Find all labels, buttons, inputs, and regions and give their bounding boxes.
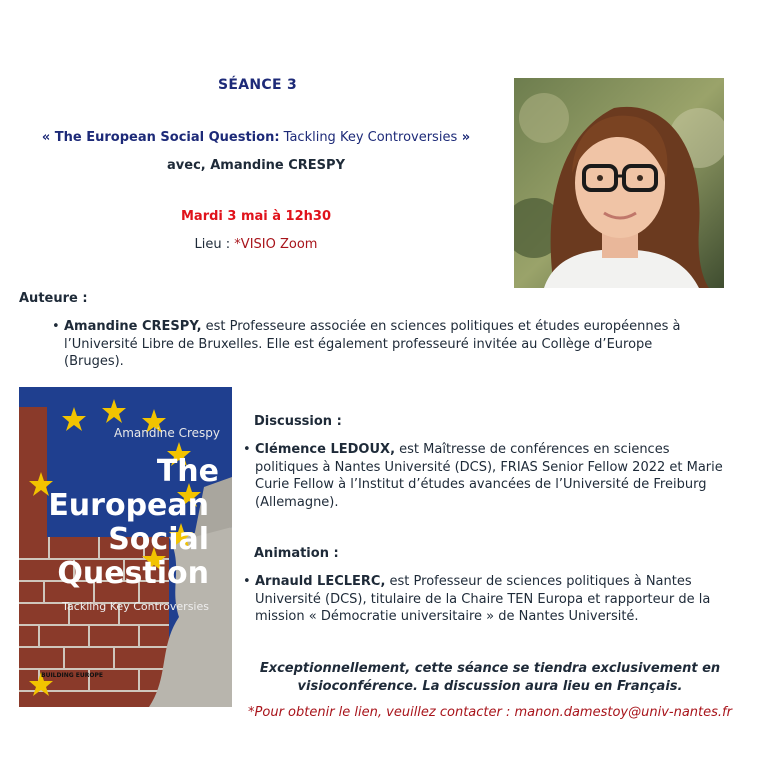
speaker-photo xyxy=(514,78,724,288)
note-line-2: visioconférence. La discussion aura lieu en Français. xyxy=(297,679,683,694)
book-author: Amandine Crespy xyxy=(114,426,221,440)
quote-close: » xyxy=(457,130,471,145)
quote-open: « xyxy=(41,130,55,145)
discussion-heading: Discussion : xyxy=(254,414,342,429)
discussion-name: Clémence LEDOUX, xyxy=(255,442,396,457)
animation-bio: est Professeur de sciences politiques à Nantes Université (DCS), titulaire de la Chaire TEN Europa et rapporteur de la mission « Démocratie universitaire » de Nantes Université. xyxy=(255,574,711,624)
book-subtitle: Tackling Key Controversies xyxy=(62,600,209,613)
discussion-bio: est Maîtresse de conférences en sciences politiques à Nantes Université (DCS), FRIAS Senior Fellow 2022 et Marie Curie Fellow à l’Institut d’études avancées de l’Université de Freiburg (Allemagne). xyxy=(255,442,723,510)
location-value: *VISIO Zoom xyxy=(234,237,318,252)
session-location xyxy=(0,237,512,252)
seance-number: SÉANCE 3 xyxy=(218,77,298,93)
list-item xyxy=(54,318,714,371)
list-item xyxy=(245,573,715,626)
discussion-list xyxy=(245,441,725,511)
auteure-list xyxy=(54,318,714,371)
book-cover xyxy=(19,387,232,707)
book-title-line2: European xyxy=(48,488,209,523)
speaker-line: avec, Amandine CRESPY xyxy=(167,158,345,173)
portrait-image xyxy=(514,78,724,288)
book-title-line4: Question xyxy=(57,556,209,591)
list-item xyxy=(245,441,725,511)
auteure-name: Amandine CRESPY, xyxy=(64,319,202,334)
auteure-bio: est Professeure associée en sciences politiques et études européennes à l’Université Libre de Bruxelles. Elle est également professeuré invitée au Collège d’Europe (Bruges). xyxy=(64,319,681,369)
auteure-heading: Auteure : xyxy=(19,291,88,306)
note-line-1: Exceptionnellement, cette séance se tiendra exclusivement en xyxy=(259,661,721,676)
session-date: Mardi 3 mai à 12h30 xyxy=(180,209,331,224)
book-title-line3: Social xyxy=(108,522,209,557)
session-title xyxy=(0,130,512,145)
animation-list xyxy=(245,573,715,626)
book-cover-image xyxy=(19,387,232,707)
book-series: BUILDING EUROPE xyxy=(41,672,103,679)
contact-line: *Pour obtenir le lien, veuillez contacter : manon.damestoy@univ-nantes.fr xyxy=(248,705,732,720)
title-main: The European Social Question: xyxy=(54,130,280,145)
title-sub: Tackling Key Controversies xyxy=(279,130,458,145)
animation-heading: Animation : xyxy=(254,546,339,561)
animation-name: Arnauld LECLERC, xyxy=(255,574,386,589)
location-label: Lieu : xyxy=(194,237,235,252)
book-title-line1: The xyxy=(156,454,219,489)
